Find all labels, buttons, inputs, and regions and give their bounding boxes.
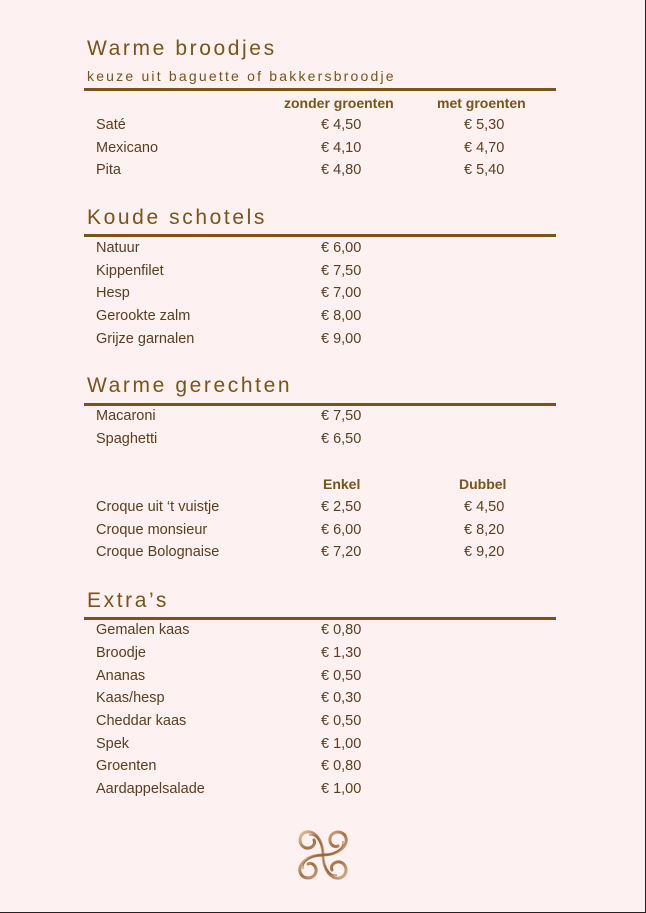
menu-row: [0, 620, 646, 640]
menu-row: [0, 115, 646, 135]
item-name: Saté: [96, 117, 126, 133]
section-divider: [84, 234, 556, 237]
item-name: Aardappelsalade: [96, 781, 205, 797]
item-name: Gerookte zalm: [96, 308, 191, 324]
item-price: € 1,00: [321, 781, 362, 797]
item-price-met: € 4,70: [464, 140, 505, 156]
ornament-logo-icon: [286, 818, 360, 892]
section-title-warme-gerechten: Warme gerechten: [87, 374, 293, 397]
item-name: Croque monsieur: [96, 522, 208, 538]
menu-row: [0, 160, 646, 180]
menu-row: [0, 542, 646, 562]
item-price-zonder: € 4,50: [321, 117, 362, 133]
item-price-met: € 5,40: [464, 162, 505, 178]
item-name: Spek: [96, 736, 130, 752]
item-name: Grijze garnalen: [96, 331, 195, 347]
column-header-enkel: Enkel: [323, 476, 361, 492]
menu-row: [0, 306, 646, 326]
item-name: Spaghetti: [96, 431, 158, 447]
item-name: Mexicano: [96, 140, 159, 156]
item-price-zonder: € 4,10: [321, 140, 362, 156]
section-divider: [84, 88, 556, 91]
item-price-enkel: € 2,50: [321, 499, 362, 515]
item-price: € 0,80: [321, 622, 362, 638]
item-price-met: € 5,30: [464, 117, 505, 133]
item-name: Kaas/hesp: [96, 690, 165, 706]
menu-row: [0, 711, 646, 731]
item-price: € 7,00: [321, 285, 362, 301]
item-price: € 9,00: [321, 331, 362, 347]
menu-row: [0, 756, 646, 776]
menu-row: [0, 666, 646, 686]
item-price-dubbel: € 9,20: [464, 544, 505, 560]
menu-row: [0, 779, 646, 799]
item-name: Croque Bolognaise: [96, 544, 220, 560]
menu-row: [0, 261, 646, 281]
item-name: Croque uit ‘t vuistje: [96, 499, 220, 515]
item-price: € 7,50: [321, 408, 362, 424]
item-price: € 7,50: [321, 263, 362, 279]
item-price-enkel: € 6,00: [321, 522, 362, 538]
item-price: € 1,00: [321, 736, 362, 752]
column-header-met-groenten: met groenten: [437, 95, 526, 111]
menu-row: [0, 688, 646, 708]
menu-row: [0, 138, 646, 158]
column-header-dubbel: Dubbel: [459, 476, 507, 492]
item-name: Hesp: [96, 285, 130, 301]
menu-row: [0, 406, 646, 426]
item-name: Groenten: [96, 758, 157, 774]
column-header-zonder-groenten: zonder groenten: [284, 95, 394, 111]
item-price-zonder: € 4,80: [321, 162, 362, 178]
item-price: € 0,80: [321, 758, 362, 774]
item-name: Natuur: [96, 240, 140, 256]
menu-row: [0, 283, 646, 303]
item-name: Cheddar kaas: [96, 713, 187, 729]
section-title-warme-broodjes: Warme broodjes: [87, 37, 277, 60]
item-price: € 6,50: [321, 431, 362, 447]
menu-row: [0, 643, 646, 663]
item-price: € 0,30: [321, 690, 362, 706]
item-price: € 6,00: [321, 240, 362, 256]
section-subtitle-warme-broodjes: keuze uit baguette of bakkersbroodje: [87, 68, 396, 84]
item-price-enkel: € 7,20: [321, 544, 362, 560]
item-name: Macaroni: [96, 408, 156, 424]
item-name: Broodje: [96, 645, 146, 661]
item-price: € 8,00: [321, 308, 362, 324]
item-price: € 0,50: [321, 713, 362, 729]
menu-row: [0, 329, 646, 349]
item-name: Gemalen kaas: [96, 622, 190, 638]
menu-row: [0, 238, 646, 258]
menu-row: [0, 520, 646, 540]
item-price-dubbel: € 8,20: [464, 522, 505, 538]
item-name: Pita: [96, 162, 121, 178]
menu-row: [0, 497, 646, 517]
item-price: € 1,30: [321, 645, 362, 661]
item-name: Kippenfilet: [96, 263, 164, 279]
item-name: Ananas: [96, 668, 146, 684]
item-price-dubbel: € 4,50: [464, 499, 505, 515]
section-title-koude-schotels: Koude schotels: [87, 206, 267, 229]
menu-row: [0, 429, 646, 449]
item-price: € 0,50: [321, 668, 362, 684]
section-title-extras: Extra’s: [87, 589, 169, 612]
menu-row: [0, 734, 646, 754]
